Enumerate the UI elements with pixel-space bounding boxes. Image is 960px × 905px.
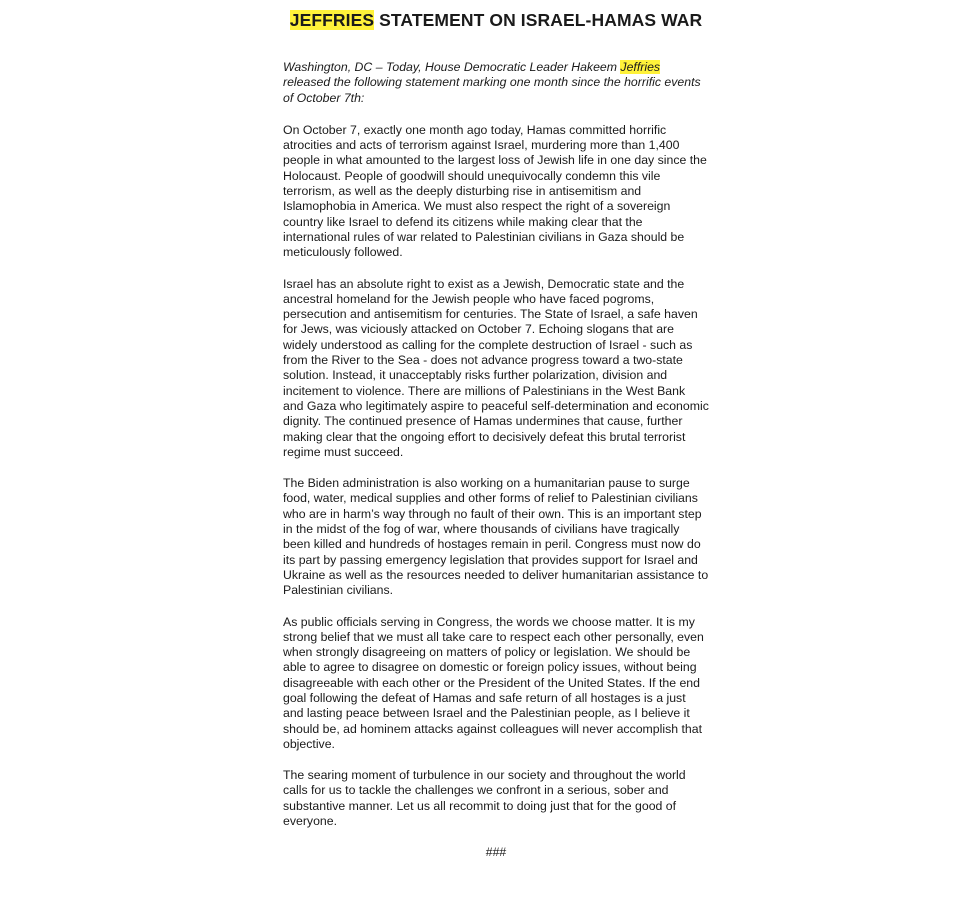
paragraph-1: On October 7, exactly one month ago today, Hamas committed horrific atrocities and acts of terrorism against Israel, murdering more than 1,400 people in what amounted to the largest loss of Jewish life in one day since the Holocaust. People of goodwill should unequivocally condemn this vile terrorism, as well as the deeply disturbing rise in antisemitism and Islamophobia in America. We must also respect the right of a sovereign country like Israel to defend its citizens while making clear that the international rules of war related to Palestinian civilians in Gaza should be meticulously followed. bbox=[283, 122, 707, 260]
paragraph-3: The Biden administration is also working on a humanitarian pause to surge food, water, medical supplies and other forms of relief to Palestinian civilians who are in harm’s way through no fault of their own. This is an important step in the midst of the fog of war, where thousands of civilians have tragically been killed and hundreds of hostages remain in peril. Congress must now do its part by passing emergency legislation that provides support for Israel and Ukraine as well as the resources needed to deliver humanitarian assistance to Palestinian civilians. bbox=[283, 476, 709, 598]
paragraph-5: The searing moment of turbulence in our society and throughout the world calls for us to tackle the challenges we confront in a serious, sober and substantive manner. Let us all recommit to doing just that for the good of everyone. bbox=[283, 768, 686, 829]
paragraph-2: Israel has an absolute right to exist as a Jewish, Democratic state and the ancestral homeland for the Jewish people who have faced pogroms, persecution and antisemitism for centuries. The State of Israel, a safe haven for Jews, was viciously attacked on October 7. Echoing slogans that are widely understood as calling for the complete destruction of Israel - such as from the River to the Sea - does not advance progress toward a two-state solution. Instead, it unacceptably risks further polarization, division and incitement to violence. There are millions of Palestinians in the West Bank and Gaza who legitimately aspire to peaceful self-determination and economic dignity. The continued presence of Hamas undermines that cause, further making clear that the ongoing effort to decisively defeat this brutal terrorist regime must succeed. bbox=[283, 276, 709, 459]
end-mark: ### bbox=[485, 845, 507, 860]
intro-highlighted-name: Jeffries bbox=[620, 60, 661, 74]
title-rest: STATEMENT ON ISRAEL-HAMAS WAR bbox=[374, 10, 703, 30]
dateline-intro bbox=[283, 60, 709, 106]
paragraph-4: As public officials serving in Congress, the words we choose matter. It is my strong belief that we must all take care to respect each other personally, even when strongly disagreeing on matters of policy or legislation. We should be able to agree to disagree on domestic or foreign policy issues, without being disagreeable with each other or the President of the United States. If the end goal following the defeat of Hamas and safe return of all hostages is a just and lasting peace between Israel and the Palestinian people, as I believe it should be, ad hominem attacks against colleagues will never accomplish that objective. bbox=[283, 614, 704, 751]
intro-text-after: released the following statement marking one month since the horrific events of October 7th: bbox=[283, 75, 701, 105]
intro-text-before: Washington, DC – Today, House Democratic Leader Hakeem bbox=[283, 60, 621, 74]
document-title bbox=[283, 9, 709, 32]
press-release bbox=[283, 9, 709, 861]
title-highlighted-name: JEFFRIES bbox=[289, 10, 375, 30]
